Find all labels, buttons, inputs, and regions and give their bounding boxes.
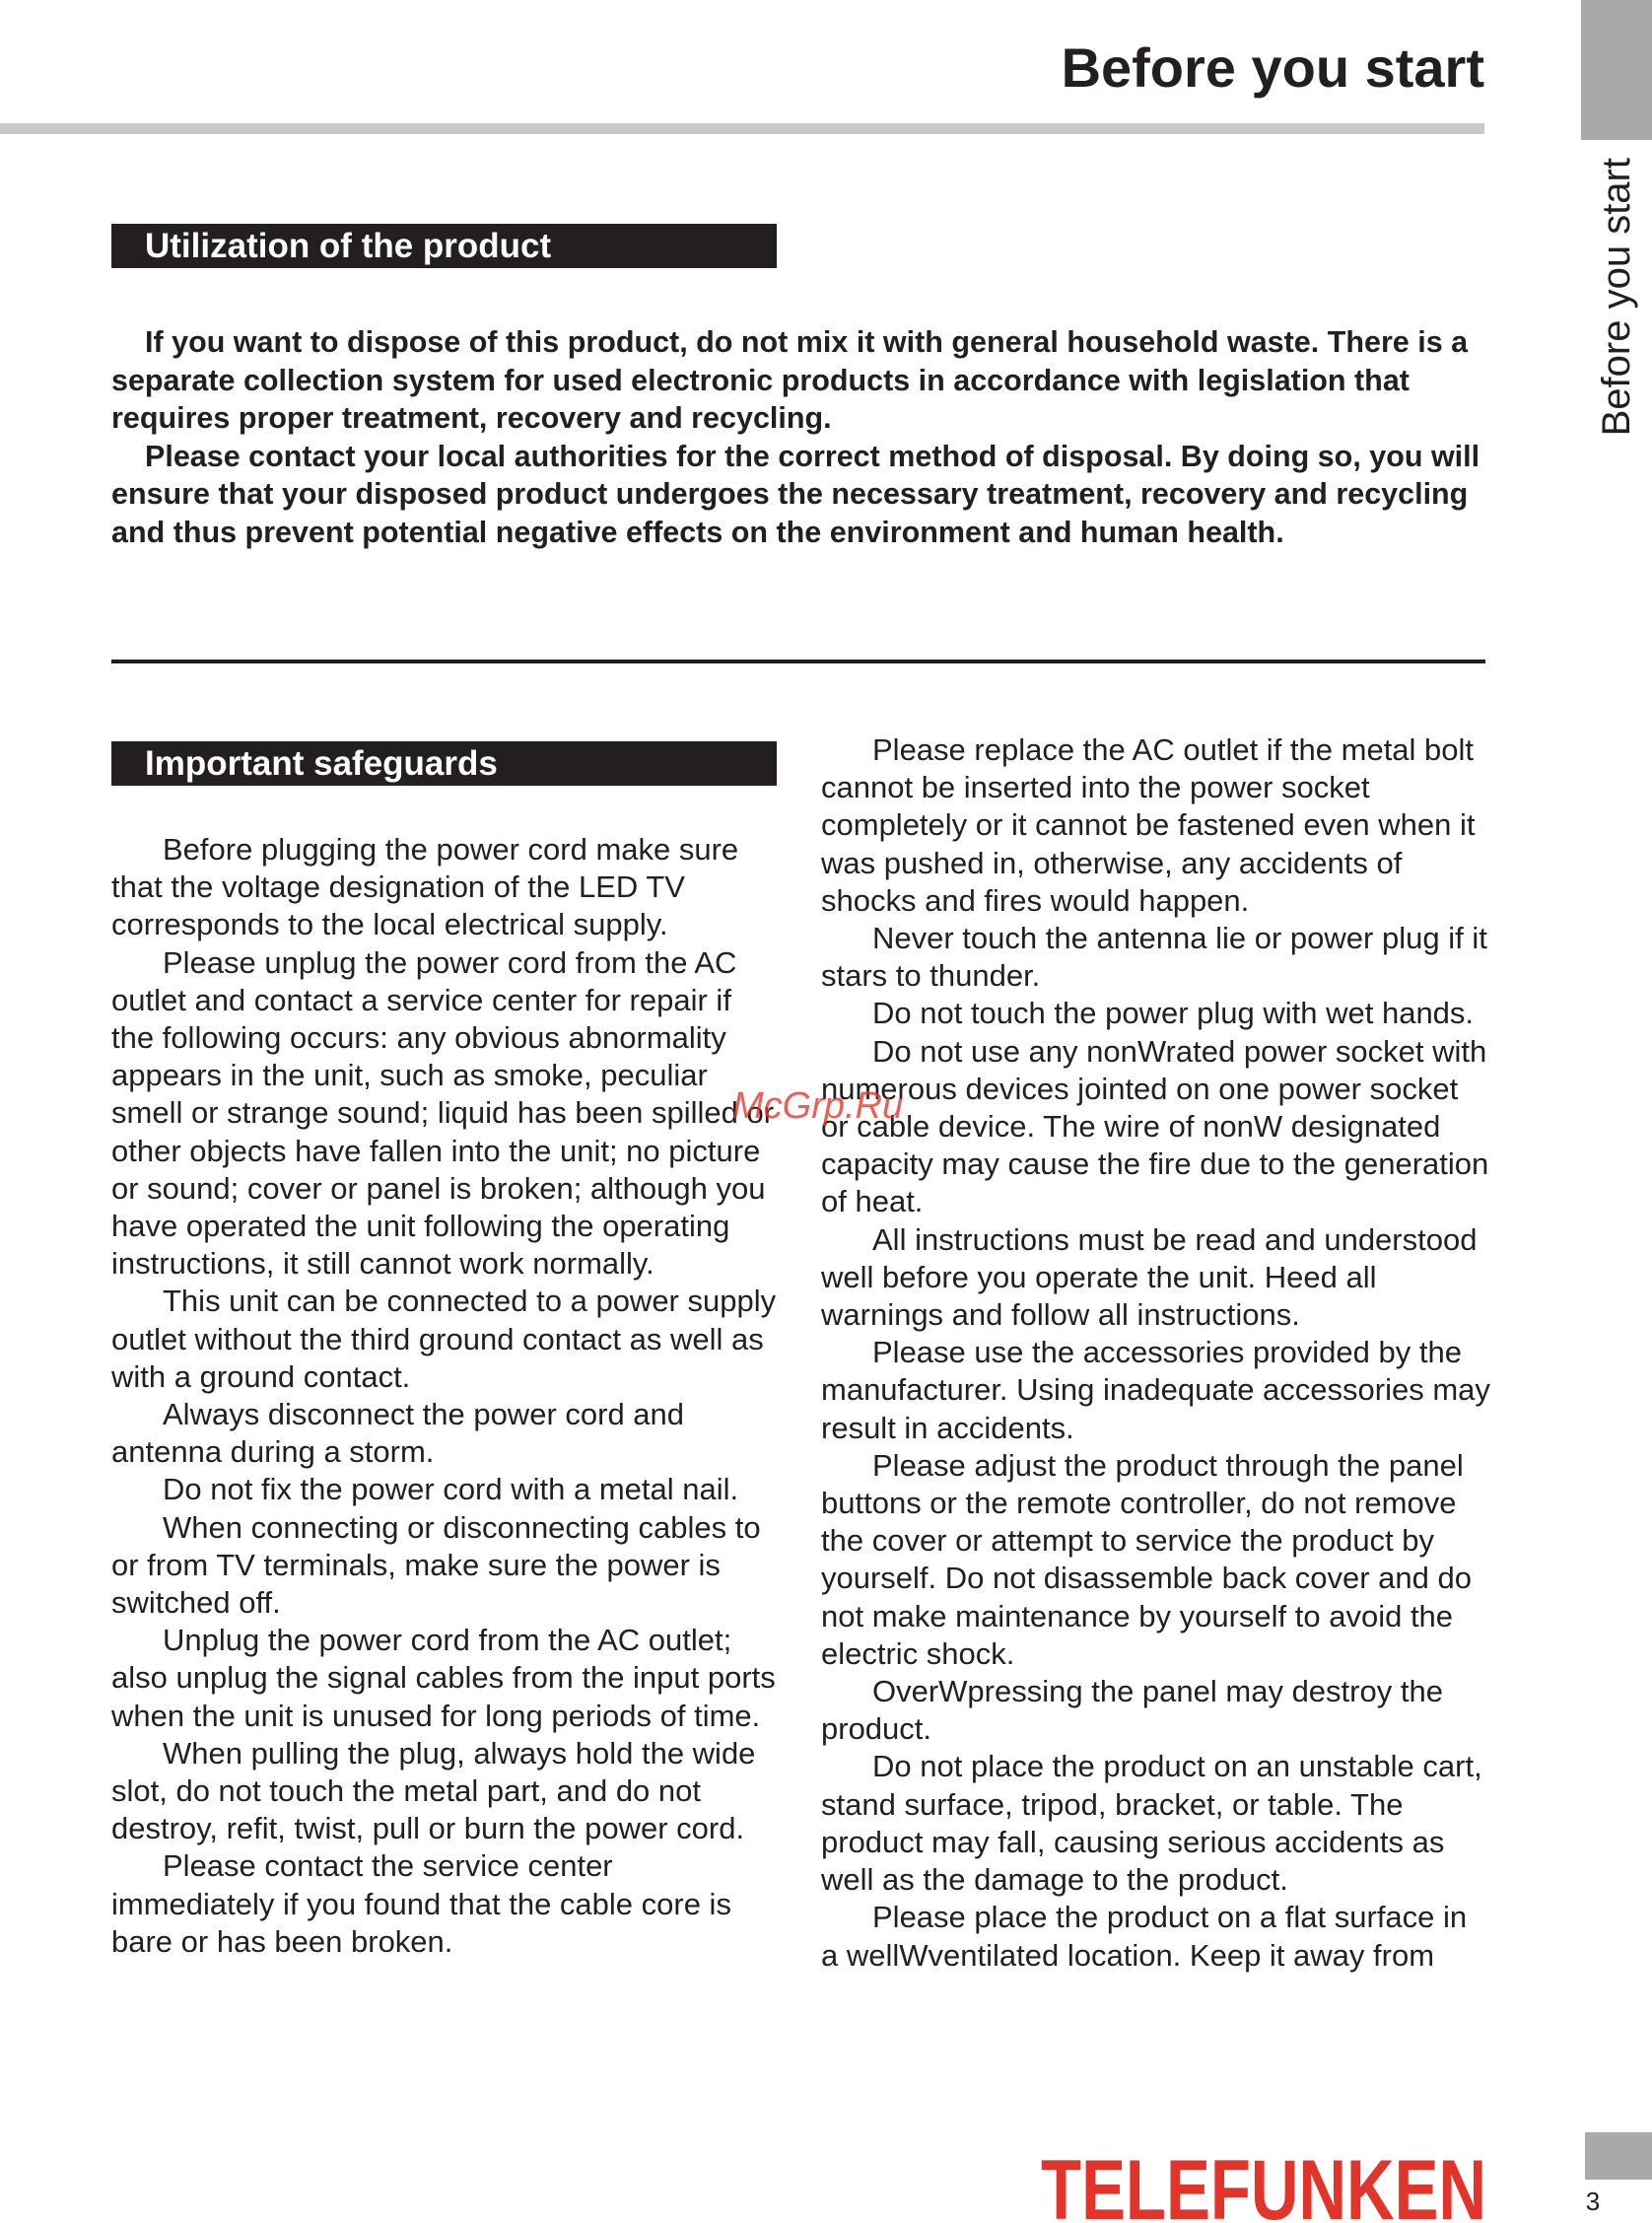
page-number: 3 — [1585, 2187, 1601, 2216]
telefunken-logo — [1039, 2149, 1488, 2223]
safeguard-paragraph: Please unplug the power cord from the AC outlet and contact a service center for repair if the following occurs: any obvious abnormality appears in the unit, such as smoke, peculiar smell or strange sound; liquid has been spilled or other objects have fallen into the unit; no picture or sound; cover or panel is broken; although you have operated the unit following the operating instructions, it still cannot work normally. — [111, 944, 775, 1282]
side-tab-marker — [1581, 0, 1652, 140]
safeguard-paragraph: This unit can be connected to a power supply outlet without the third ground contact as well as with a ground contact. — [111, 1284, 777, 1394]
safeguard-paragraph: Please place the product on a flat surface in a wellWventilated location. Keep it away from — [821, 1900, 1468, 1973]
safeguard-paragraph: Do not use any nonWrated power socket with numerous devices jointed on one power socket or cable device. The wire of nonW designated capacity may cause the fire due to the generation of heat. — [821, 1033, 1489, 1219]
safeguard-paragraph: Do not touch the power plug with wet hands. — [872, 996, 1475, 1031]
safeguards-right-column — [821, 731, 1491, 1975]
safeguard-paragraph: Do not fix the power cord with a metal nail. — [163, 1472, 739, 1507]
header-rule — [0, 123, 1484, 134]
safeguards-section-title: Important safeguards — [111, 741, 777, 786]
page-title: Before you start — [1061, 36, 1484, 99]
safeguard-paragraph: Always disconnect the power cord and antenna during a storm. — [111, 1397, 685, 1470]
safeguard-paragraph: Please replace the AC outlet if the metal bolt cannot be inserted into the power socket completely or it cannot be fastened even when it was pushed in, otherwise, any accidents of shocks and fires would happen. — [821, 732, 1476, 918]
safeguard-paragraph: OverWpressing the panel may destroy the product. — [821, 1674, 1443, 1747]
safeguard-paragraph: Never touch the antenna lie or power plug if it stars to thunder. — [821, 921, 1487, 994]
utilization-paragraph: If you want to dispose of this product, do not mix it with general household waste. There is a separate collection system for used electronic products in accordance with legislation that requires proper treatment, recovery and recycling. — [111, 325, 1469, 435]
safeguard-paragraph: Do not place the product on an unstable cart, stand surface, tripod, bracket, or table. The product may fall, causing serious accidents as well as the damage to the product. — [821, 1749, 1482, 1898]
side-section-label-text: Before you start — [1595, 158, 1638, 437]
safeguard-paragraph: When connecting or disconnecting cables to or from TV terminals, make sure the power is switched off. — [111, 1509, 761, 1621]
safeguard-paragraph: Please use the accessories provided by the manufacturer. Using inadequate accessories may result in accidents. — [821, 1335, 1490, 1445]
watermark-text: McGrp.Ru — [732, 1085, 904, 1127]
section-divider — [111, 660, 1485, 663]
safeguard-paragraph: Please contact the service center immediately if you found that the cable core is bare or has been broken. — [111, 1848, 731, 1959]
utilization-paragraph: Please contact your local authorities for the correct method of disposal. By doing so, you will ensure that your disposed product undergoes the necessary treatment, recovery and recycling and thus prevent potential negative effects on the environment and human health. — [111, 439, 1480, 549]
safeguard-paragraph: When pulling the plug, always hold the wide slot, do not touch the metal part, and do not destroy, refit, twist, pull or burn the power cord. — [111, 1735, 756, 1846]
safeguard-paragraph: Unplug the power cord from the AC outlet; also unplug the signal cables from the input ports when the unit is unused for long periods of time. — [111, 1623, 776, 1733]
utilization-text — [111, 323, 1491, 551]
utilization-section-title: Utilization of the product — [111, 224, 777, 268]
safeguards-left-column — [111, 831, 782, 1961]
brand-wordmark: TELEFUNKEN — [1041, 2149, 1486, 2223]
safeguard-paragraph: Please adjust the product through the panel buttons or the remote controller, do not remove the cover or attempt to service the product by yourself. Do not disassemble back cover and do not make maintenance by yourself to avoid the electric shock. — [821, 1447, 1472, 1671]
side-section-label — [1581, 158, 1652, 453]
safeguard-paragraph: Before plugging the power cord make sure that the voltage designation of the LED TV corresponds to the local electrical supply. — [111, 832, 739, 942]
safeguard-paragraph: All instructions must be read and understood well before you operate the unit. Heed all warnings and follow all instructions. — [821, 1221, 1478, 1333]
page-number-tab — [1585, 2132, 1652, 2180]
